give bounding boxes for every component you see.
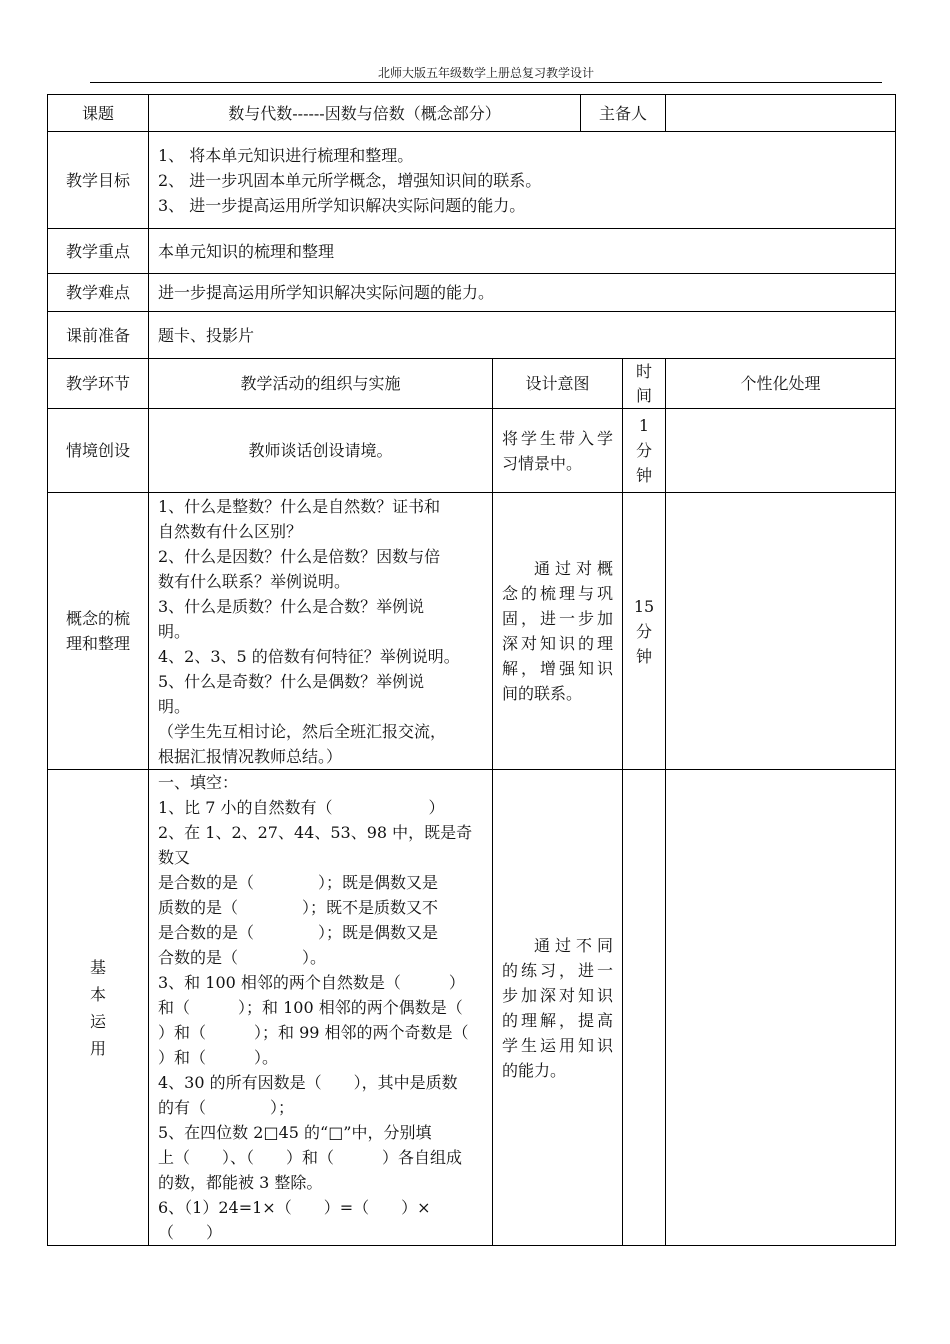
stage-activity <box>149 493 493 770</box>
column-intent: 设计意图 <box>493 359 623 409</box>
column-stage: 教学环节 <box>48 359 149 409</box>
exercise-line: 的数，都能被 3 整除。 <box>158 1173 323 1192</box>
stage-time: 1 分 钟 <box>623 409 666 493</box>
exercise-line: 质数的是（ ）；既不是质数又不 <box>158 898 439 917</box>
column-personal: 个性化处理 <box>666 359 896 409</box>
owner-label: 主备人 <box>580 95 665 131</box>
goals-label: 教学目标 <box>48 132 149 229</box>
stage-activity <box>149 770 493 1246</box>
stage-intent: 将学生带入学习情景中。 <box>493 409 623 493</box>
exercise-line: 的有（ ）； <box>158 1098 295 1117</box>
exercise-line: 合数的是（ ）。 <box>158 948 327 967</box>
preparation-text: 题卡、投影片 <box>149 312 896 359</box>
exercise-line: 6、（1）24=1×（ ）=（ ）×（ ） <box>158 1198 431 1242</box>
activity-line: 5、什么是奇数？什么是偶数？举例说 <box>158 671 425 691</box>
preparation-row <box>48 312 896 359</box>
key-points-row <box>48 229 896 274</box>
key-points-label: 教学重点 <box>48 229 149 274</box>
activity-line: 2、什么是因数？什么是倍数？因数与倍 <box>158 546 441 566</box>
exercise-line: ）和（ ）；和 99 相邻的两个奇数是（ <box>158 1023 469 1042</box>
exercise-line: 一、填空： <box>158 773 239 792</box>
column-time: 时 间 <box>623 359 666 409</box>
stage-activity: 教师谈话创设请境。 <box>149 409 493 493</box>
topic-label: 课题 <box>48 95 149 132</box>
activity-line: 自然数有什么区别？ <box>158 521 303 541</box>
difficulty-row <box>48 274 896 312</box>
owner-value <box>666 95 896 132</box>
goal-item: 1、 将本单元知识进行梳理和整理。 <box>158 145 414 165</box>
exercise-line: 5、在四位数 2□45 的“□”中，分别填 <box>158 1123 432 1142</box>
stage-intent: 通过不同的练习，进一步加深对知识的理解，提高学生运用知识的能力。 <box>493 770 623 1246</box>
exercise-line: ）和（ ）。 <box>158 1048 279 1067</box>
activity-line: 明。 <box>158 621 191 641</box>
key-points-text: 本单元知识的梳理和整理 <box>149 229 896 274</box>
stage-row-application <box>48 770 896 1246</box>
page-header: 北师大版五年级数学上册总复习教学设计 <box>90 64 882 83</box>
exercise-line: 3、和 100 相邻的两个自然数是（ ） <box>158 973 465 992</box>
topic-title: 数与代数------因数与倍数（概念部分） <box>228 103 501 123</box>
stage-row-concepts <box>48 493 896 770</box>
exercise-line: 是合数的是（ ）；既是偶数又是 <box>158 873 439 892</box>
stage-row-context <box>48 409 896 493</box>
goal-item: 3、 进一步提高运用所学知识解决实际问题的能力。 <box>158 195 526 215</box>
exercise-line: 1、比 7 小的自然数有（ ） <box>158 798 445 817</box>
stage-intent: 通过对概念的梳理与巩固，进一步加深对知识的理解，增强知识间的联系。 <box>493 493 623 770</box>
activity-line: （学生先互相讨论，然后全班汇报交流， <box>158 721 447 741</box>
activity-line: 根据汇报情况教师总结。） <box>158 746 343 766</box>
stage-personal <box>666 493 896 770</box>
activity-line: 1、什么是整数？什么是自然数？证书和 <box>158 496 441 516</box>
activity-line: 明。 <box>158 696 191 716</box>
topic-row <box>48 95 896 132</box>
stage-time: 15 分 钟 <box>623 493 666 770</box>
stage-label: 概念的梳 理和整理 <box>48 493 149 770</box>
exercise-line: 4、30 的所有因数是（ ），其中是质数 <box>158 1073 458 1092</box>
exercise-line: 2、在 1、2、27、44、53、98 中，既是奇数又 <box>158 823 473 867</box>
stage-personal <box>666 770 896 1246</box>
activity-line: 3、什么是质数？什么是合数？举例说 <box>158 596 425 616</box>
stage-time <box>623 770 666 1246</box>
stage-personal <box>666 409 896 493</box>
difficulty-text: 进一步提高运用所学知识解决实际问题的能力。 <box>149 274 896 312</box>
stage-label: 情境创设 <box>48 409 149 493</box>
lesson-plan-table <box>47 94 896 1246</box>
goals-row <box>48 132 896 229</box>
exercise-line: 是合数的是（ ）；既是偶数又是 <box>158 923 439 942</box>
goal-item: 2、 进一步巩固本单元所学概念，增强知识间的联系。 <box>158 170 542 190</box>
exercise-line: 和（ ）；和 100 相邻的两个偶数是（ <box>158 998 463 1017</box>
column-header-row <box>48 359 896 409</box>
difficulty-label: 教学难点 <box>48 274 149 312</box>
activity-line: 数有什么联系？举例说明。 <box>158 571 351 591</box>
stage-label: 基 本 运 用 <box>48 770 149 1246</box>
exercise-line: 上（ ）、（ ）和（ ）各自组成 <box>158 1148 463 1167</box>
activity-line: 4、2、3、5 的倍数有何特征？举例说明。 <box>158 646 460 666</box>
goals-content <box>149 132 896 229</box>
preparation-label: 课前准备 <box>48 312 149 359</box>
column-activity: 教学活动的组织与实施 <box>149 359 493 409</box>
